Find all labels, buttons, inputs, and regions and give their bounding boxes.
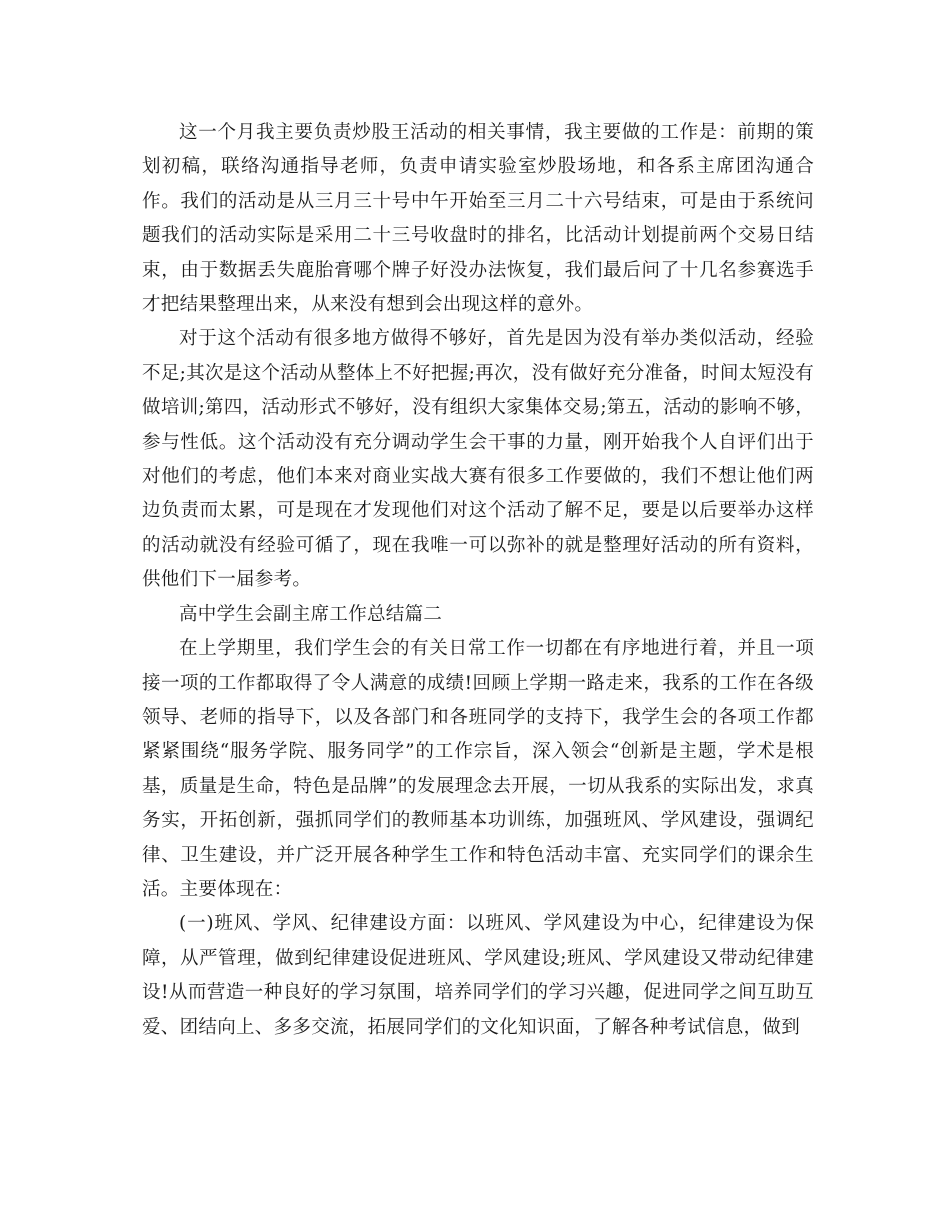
paragraph-stock-activity-summary: 这一个月我主要负责炒股王活动的相关事情，我主要做的工作是：前期的策划初稿，联络沟通指导老师，负责申请实验室炒股场地，和各系主席团沟通合作。我们的活动是从三月三十号中午开始至三月二十六号结束，可是由于系统问题我们的活动实际是采用二十三号收盘时的排名，比活动计划提前两个交易日结束，由于数据丢失鹿胎膏哪个牌子好没办法恢复，我们最后问了十几名参赛选手才把结果整理出来，从来没有想到会出现这样的意外。 (142, 122, 814, 316)
section-heading: 高中学生会副主席工作总结篇二 (179, 603, 443, 625)
paragraph-semester-review: 在上学期里，我们学生会的有关日常工作一切都在有序地进行着，并且一项接一项的工作都取得了令人满意的成绩!回顾上学期一路走来，我系的工作在各级领导、老师的指导下，以及各部门和各班同学的支持下，我学生会的各项工作都紧紧围绕“服务学院、服务同学”的工作宗旨，深入领会“创新是主题，学术是根基，质量是生命，特色是品牌”的发展理念去开展，一切从我系的实际出发，求真务实，开拓创新，强抓同学们的教师基本功训练，加强班风、学风建设，强调纪律、卫生建设，并广泛开展各种学生工作和特色活动丰富、充实同学们的课余生活。主要体现在： (142, 638, 814, 900)
paragraph-shortcomings: 对于这个活动有很多地方做得不够好，首先是因为没有举办类似活动，经验不足;其次是这个活动从整体上不好把握;再次，没有做好充分准备，时间太短没有做培训;第四，活动形式不够好，没有组织大家集体交易;第五，活动的影响不够，参与性低。这个活动没有充分调动学生会干事的力量，刚开始我个人自评们出于对他们的考虑，他们本来对商业实战大赛有很多工作要做的，我们不想让他们两边负责而太累，可是现在才发现他们对这个活动了解不足，要是以后要举办这样的活动就没有经验可循了，现在我唯一可以弥补的就是整理好活动的所有资料，供他们下一届参考。 (142, 328, 814, 591)
paragraph-class-discipline: (一)班风、学风、纪律建设方面：以班风、学风建设为中心，纪律建设为保障，从严管理，做到纪律建设促进班风、学风建设;班风、学风建设又带动纪律建设!从而营造一种良好的学习氛围，培养同学们的学习兴趣，促进同学之间互助互爱、团结向上、多多交流，拓展同学们的文化知识面，了解各种考试信息，做到 (142, 913, 814, 1038)
document-page (142, 116, 814, 1045)
